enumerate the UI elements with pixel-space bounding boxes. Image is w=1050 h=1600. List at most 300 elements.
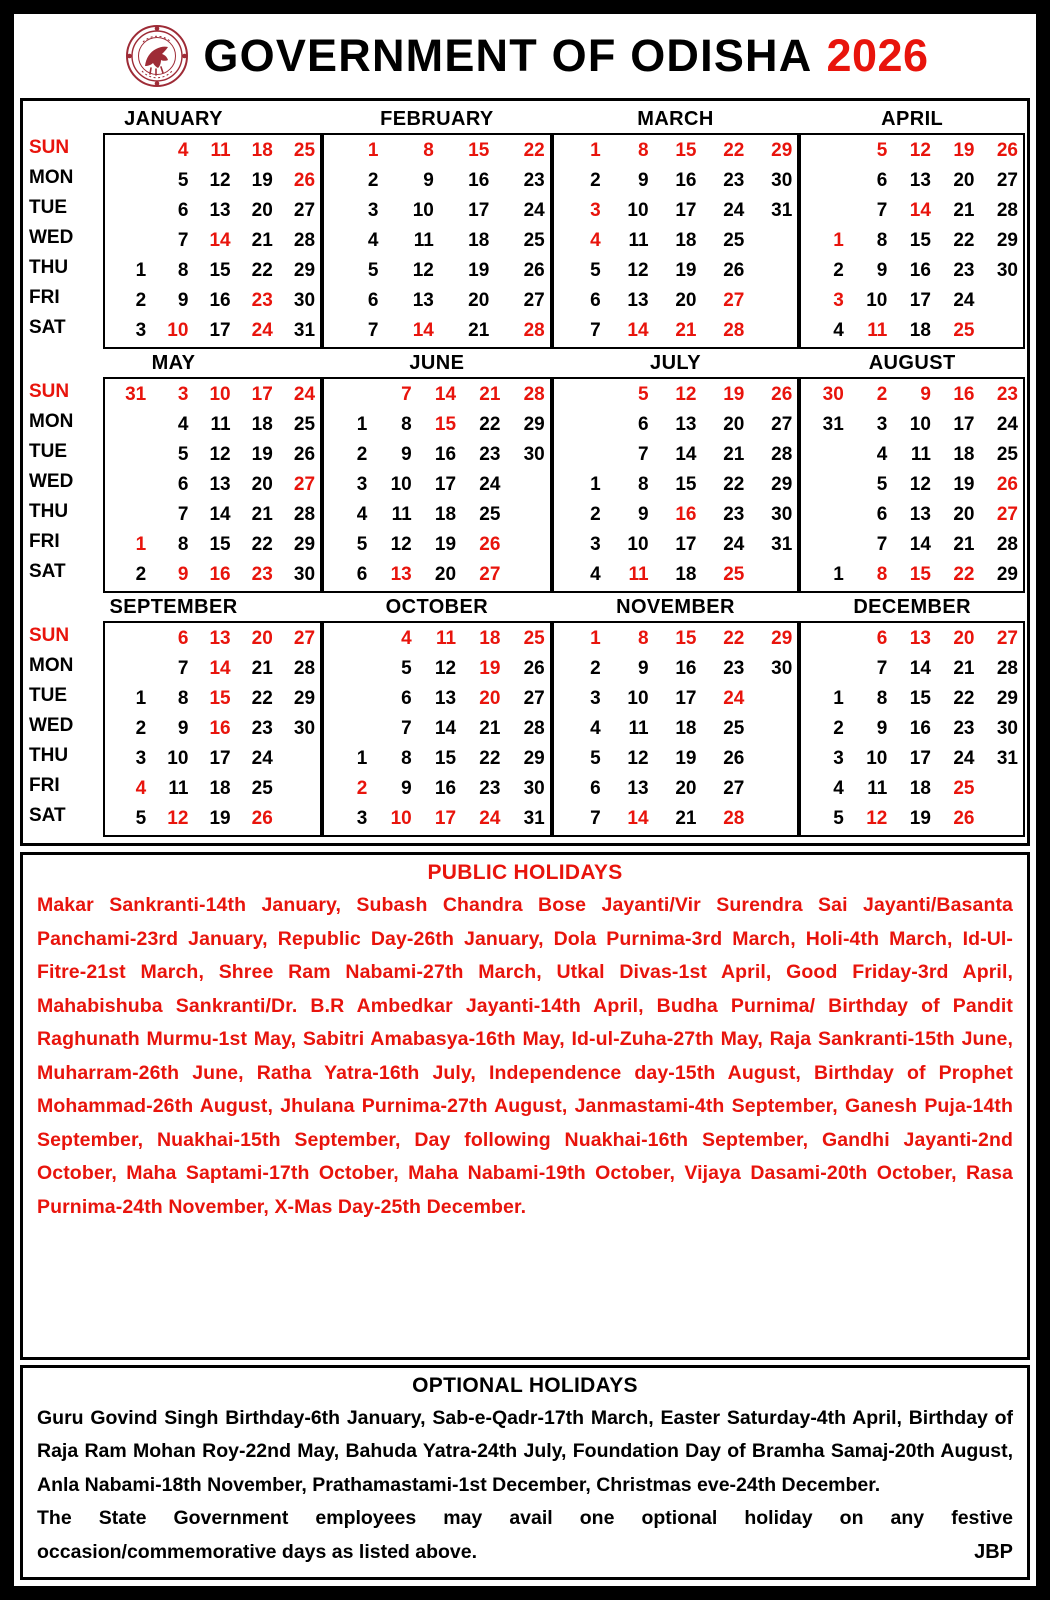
- day-cell[interactable]: 15: [675, 474, 697, 495]
- day-cell[interactable]: 7: [590, 320, 601, 341]
- day-cell[interactable]: 20: [723, 414, 745, 435]
- day-cell[interactable]: 12: [627, 748, 649, 769]
- day-cell[interactable]: 29: [771, 474, 793, 495]
- day-cell[interactable]: 22: [523, 140, 545, 161]
- day-cell[interactable]: 2: [833, 260, 844, 281]
- day-cell[interactable]: 3: [356, 474, 368, 495]
- day-cell[interactable]: 3: [833, 290, 844, 311]
- day-cell[interactable]: 2: [135, 564, 147, 585]
- day-cell[interactable]: 19: [953, 140, 975, 161]
- day-cell[interactable]: 11: [910, 444, 931, 465]
- day-cell[interactable]: 8: [637, 628, 649, 649]
- day-cell[interactable]: 6: [177, 474, 189, 495]
- day-cell[interactable]: 20: [479, 688, 501, 709]
- day-cell[interactable]: 9: [637, 504, 649, 525]
- day-cell[interactable]: 28: [523, 320, 545, 341]
- day-cell[interactable]: 9: [876, 260, 888, 281]
- day-cell[interactable]: 23: [723, 504, 745, 525]
- day-cell[interactable]: 16: [209, 564, 231, 585]
- day-cell[interactable]: 6: [177, 628, 189, 649]
- day-cell[interactable]: 16: [675, 504, 697, 525]
- day-cell[interactable]: 3: [367, 200, 379, 221]
- day-cell[interactable]: 26: [723, 260, 745, 281]
- day-cell[interactable]: 23: [953, 718, 975, 739]
- day-cell[interactable]: 13: [390, 564, 412, 585]
- day-cell[interactable]: 22: [723, 628, 745, 649]
- day-cell[interactable]: 24: [251, 748, 273, 769]
- day-cell[interactable]: 10: [167, 320, 189, 341]
- day-cell[interactable]: 28: [723, 808, 745, 829]
- day-cell[interactable]: 2: [590, 658, 601, 679]
- day-cell[interactable]: 28: [293, 230, 316, 251]
- day-cell[interactable]: 22: [251, 534, 273, 555]
- day-cell[interactable]: 27: [479, 564, 501, 585]
- day-cell[interactable]: 20: [675, 778, 697, 799]
- day-cell[interactable]: 11: [628, 230, 649, 251]
- day-cell[interactable]: 15: [675, 140, 697, 161]
- day-cell[interactable]: 14: [412, 320, 434, 341]
- day-cell[interactable]: 10: [866, 290, 888, 311]
- day-cell[interactable]: 2: [367, 170, 379, 191]
- day-cell[interactable]: 30: [523, 778, 545, 799]
- day-cell[interactable]: 23: [251, 290, 273, 311]
- day-cell[interactable]: 16: [953, 384, 975, 405]
- day-cell[interactable]: 12: [627, 260, 649, 281]
- day-cell[interactable]: 4: [177, 140, 189, 161]
- day-cell[interactable]: 6: [401, 688, 412, 709]
- day-cell[interactable]: 20: [953, 628, 975, 649]
- day-cell[interactable]: 28: [523, 384, 545, 405]
- day-cell[interactable]: 5: [876, 140, 888, 161]
- day-cell[interactable]: 13: [909, 170, 931, 191]
- day-cell[interactable]: 5: [367, 260, 379, 281]
- day-cell[interactable]: 9: [177, 718, 189, 739]
- day-cell[interactable]: 11: [391, 504, 412, 525]
- day-cell[interactable]: 6: [876, 170, 888, 191]
- day-cell[interactable]: 19: [434, 534, 457, 555]
- day-cell[interactable]: 12: [167, 808, 189, 829]
- day-cell[interactable]: 22: [953, 230, 975, 251]
- day-cell[interactable]: 28: [996, 200, 1018, 221]
- day-cell[interactable]: 26: [523, 260, 545, 281]
- day-cell[interactable]: 15: [434, 748, 457, 769]
- day-cell[interactable]: 23: [996, 384, 1018, 405]
- day-cell[interactable]: 10: [627, 200, 649, 221]
- day-cell[interactable]: 25: [523, 628, 545, 649]
- day-cell[interactable]: 19: [953, 474, 975, 495]
- day-cell[interactable]: 21: [675, 808, 697, 829]
- day-cell[interactable]: 17: [434, 808, 457, 829]
- day-cell[interactable]: 25: [953, 320, 975, 341]
- day-cell[interactable]: 28: [293, 658, 316, 679]
- day-cell[interactable]: 5: [356, 534, 368, 555]
- day-cell[interactable]: 14: [675, 444, 697, 465]
- day-cell[interactable]: 21: [479, 384, 501, 405]
- day-cell[interactable]: 26: [293, 444, 316, 465]
- day-cell[interactable]: 9: [423, 170, 434, 191]
- day-cell[interactable]: 20: [251, 200, 273, 221]
- day-cell[interactable]: 17: [434, 474, 457, 495]
- day-cell[interactable]: 1: [833, 230, 844, 251]
- day-cell[interactable]: 1: [590, 140, 601, 161]
- day-cell[interactable]: 9: [401, 444, 412, 465]
- day-cell[interactable]: 2: [590, 170, 601, 191]
- day-cell[interactable]: 1: [135, 534, 147, 555]
- day-cell[interactable]: 13: [627, 778, 649, 799]
- day-cell[interactable]: 2: [356, 444, 368, 465]
- day-cell[interactable]: 4: [401, 628, 412, 649]
- day-cell[interactable]: 22: [723, 474, 745, 495]
- day-cell[interactable]: 15: [909, 230, 931, 251]
- day-cell[interactable]: 10: [909, 414, 931, 435]
- day-cell[interactable]: 1: [590, 474, 601, 495]
- day-cell[interactable]: 1: [590, 628, 601, 649]
- day-cell[interactable]: 14: [909, 658, 931, 679]
- day-cell[interactable]: 16: [909, 260, 931, 281]
- day-cell[interactable]: 23: [953, 260, 975, 281]
- day-cell[interactable]: 9: [876, 718, 888, 739]
- day-cell[interactable]: 30: [771, 504, 793, 525]
- day-cell[interactable]: 18: [434, 504, 457, 525]
- day-cell[interactable]: 19: [251, 170, 273, 191]
- day-cell[interactable]: 27: [996, 628, 1018, 649]
- day-cell[interactable]: 5: [833, 808, 844, 829]
- day-cell[interactable]: 21: [953, 658, 975, 679]
- day-cell[interactable]: 1: [833, 688, 844, 709]
- day-cell[interactable]: 10: [390, 808, 412, 829]
- day-cell[interactable]: 25: [293, 414, 316, 435]
- day-cell[interactable]: 14: [627, 320, 649, 341]
- day-cell[interactable]: 14: [909, 534, 931, 555]
- day-cell[interactable]: 21: [953, 534, 975, 555]
- day-cell[interactable]: 29: [771, 140, 793, 161]
- day-cell[interactable]: 27: [996, 170, 1018, 191]
- day-cell[interactable]: 23: [251, 564, 273, 585]
- day-cell[interactable]: 3: [590, 200, 601, 221]
- day-cell[interactable]: 22: [479, 748, 501, 769]
- day-cell[interactable]: 4: [876, 444, 888, 465]
- day-cell[interactable]: 27: [293, 474, 316, 495]
- day-cell[interactable]: 11: [210, 140, 231, 161]
- day-cell[interactable]: 19: [468, 260, 490, 281]
- day-cell[interactable]: 13: [675, 414, 697, 435]
- day-cell[interactable]: 18: [209, 778, 231, 799]
- day-cell[interactable]: 6: [590, 778, 601, 799]
- day-cell[interactable]: 31: [771, 534, 793, 555]
- day-cell[interactable]: 10: [627, 534, 649, 555]
- day-cell[interactable]: 9: [401, 778, 412, 799]
- day-cell[interactable]: 21: [953, 200, 975, 221]
- day-cell[interactable]: 6: [876, 504, 888, 525]
- day-cell[interactable]: 9: [177, 290, 189, 311]
- day-cell[interactable]: 22: [479, 414, 501, 435]
- day-cell[interactable]: 3: [356, 808, 368, 829]
- day-cell[interactable]: 17: [953, 414, 975, 435]
- day-cell[interactable]: 29: [293, 534, 316, 555]
- day-cell[interactable]: 30: [293, 564, 316, 585]
- day-cell[interactable]: 5: [876, 474, 888, 495]
- day-cell[interactable]: 4: [356, 504, 368, 525]
- day-cell[interactable]: 18: [909, 778, 931, 799]
- day-cell[interactable]: 22: [953, 564, 975, 585]
- day-cell[interactable]: 19: [479, 658, 501, 679]
- day-cell[interactable]: 17: [468, 200, 490, 221]
- day-cell[interactable]: 7: [401, 718, 412, 739]
- day-cell[interactable]: 31: [293, 320, 316, 341]
- day-cell[interactable]: 4: [367, 230, 379, 251]
- day-cell[interactable]: 6: [637, 414, 649, 435]
- day-cell[interactable]: 7: [177, 230, 189, 251]
- day-cell[interactable]: 2: [590, 504, 601, 525]
- day-cell[interactable]: 24: [293, 384, 316, 405]
- day-cell[interactable]: 20: [468, 290, 490, 311]
- day-cell[interactable]: 12: [209, 444, 231, 465]
- day-cell[interactable]: 1: [356, 414, 368, 435]
- day-cell[interactable]: 3: [590, 534, 601, 555]
- day-cell[interactable]: 20: [251, 474, 273, 495]
- day-cell[interactable]: 31: [996, 748, 1018, 769]
- day-cell[interactable]: 1: [135, 688, 147, 709]
- day-cell[interactable]: 6: [367, 290, 379, 311]
- day-cell[interactable]: 12: [909, 140, 931, 161]
- day-cell[interactable]: 28: [996, 658, 1018, 679]
- day-cell[interactable]: 30: [822, 384, 844, 405]
- day-cell[interactable]: 15: [209, 260, 231, 281]
- day-cell[interactable]: 11: [867, 320, 888, 341]
- day-cell[interactable]: 31: [125, 384, 147, 405]
- day-cell[interactable]: 13: [627, 290, 649, 311]
- day-cell[interactable]: 9: [920, 384, 931, 405]
- day-cell[interactable]: 30: [771, 170, 793, 191]
- day-cell[interactable]: 24: [479, 808, 501, 829]
- day-cell[interactable]: 3: [135, 320, 147, 341]
- day-cell[interactable]: 29: [771, 628, 793, 649]
- day-cell[interactable]: 3: [833, 748, 844, 769]
- day-cell[interactable]: 26: [953, 808, 975, 829]
- day-cell[interactable]: 17: [209, 748, 231, 769]
- day-cell[interactable]: 25: [723, 230, 745, 251]
- day-cell[interactable]: 20: [953, 170, 975, 191]
- day-cell[interactable]: 14: [434, 384, 457, 405]
- day-cell[interactable]: 28: [996, 534, 1018, 555]
- day-cell[interactable]: 18: [468, 230, 490, 251]
- day-cell[interactable]: 22: [251, 688, 273, 709]
- day-cell[interactable]: 27: [293, 628, 316, 649]
- day-cell[interactable]: 12: [412, 260, 434, 281]
- day-cell[interactable]: 29: [523, 748, 545, 769]
- day-cell[interactable]: 8: [876, 230, 888, 251]
- day-cell[interactable]: 26: [723, 748, 745, 769]
- day-cell[interactable]: 26: [251, 808, 273, 829]
- day-cell[interactable]: 15: [909, 564, 931, 585]
- day-cell[interactable]: 4: [135, 778, 147, 799]
- day-cell[interactable]: 5: [637, 384, 649, 405]
- day-cell[interactable]: 14: [209, 658, 231, 679]
- day-cell[interactable]: 19: [251, 444, 273, 465]
- day-cell[interactable]: 21: [251, 504, 273, 525]
- day-cell[interactable]: 24: [953, 290, 975, 311]
- day-cell[interactable]: 13: [909, 628, 931, 649]
- day-cell[interactable]: 25: [953, 778, 975, 799]
- day-cell[interactable]: 7: [876, 534, 888, 555]
- day-cell[interactable]: 18: [479, 628, 501, 649]
- day-cell[interactable]: 16: [909, 718, 931, 739]
- day-cell[interactable]: 2: [356, 778, 368, 799]
- day-cell[interactable]: 12: [209, 170, 231, 191]
- day-cell[interactable]: 12: [675, 384, 697, 405]
- day-cell[interactable]: 21: [675, 320, 697, 341]
- day-cell[interactable]: 14: [627, 808, 649, 829]
- day-cell[interactable]: 8: [423, 140, 434, 161]
- day-cell[interactable]: 16: [468, 170, 490, 191]
- day-cell[interactable]: 21: [723, 444, 745, 465]
- day-cell[interactable]: 19: [675, 260, 697, 281]
- day-cell[interactable]: 30: [293, 290, 316, 311]
- day-cell[interactable]: 17: [675, 200, 697, 221]
- day-cell[interactable]: 29: [996, 688, 1018, 709]
- day-cell[interactable]: 1: [135, 260, 147, 281]
- day-cell[interactable]: 15: [909, 688, 931, 709]
- day-cell[interactable]: 13: [209, 474, 231, 495]
- day-cell[interactable]: 26: [523, 658, 545, 679]
- day-cell[interactable]: 29: [293, 260, 316, 281]
- day-cell[interactable]: 24: [523, 200, 545, 221]
- day-cell[interactable]: 11: [435, 628, 457, 649]
- day-cell[interactable]: 5: [135, 808, 147, 829]
- day-cell[interactable]: 3: [590, 688, 601, 709]
- day-cell[interactable]: 11: [628, 718, 649, 739]
- day-cell[interactable]: 6: [876, 628, 888, 649]
- day-cell[interactable]: 18: [953, 444, 975, 465]
- day-cell[interactable]: 27: [723, 290, 745, 311]
- day-cell[interactable]: 15: [209, 534, 231, 555]
- day-cell[interactable]: 30: [293, 718, 316, 739]
- day-cell[interactable]: 8: [401, 748, 412, 769]
- day-cell[interactable]: 1: [356, 748, 368, 769]
- day-cell[interactable]: 20: [953, 504, 975, 525]
- day-cell[interactable]: 16: [675, 658, 697, 679]
- day-cell[interactable]: 13: [209, 200, 231, 221]
- day-cell[interactable]: 11: [413, 230, 434, 251]
- day-cell[interactable]: 15: [468, 140, 490, 161]
- day-cell[interactable]: 16: [434, 778, 457, 799]
- day-cell[interactable]: 22: [723, 140, 745, 161]
- day-cell[interactable]: 17: [909, 748, 931, 769]
- day-cell[interactable]: 11: [168, 778, 189, 799]
- day-cell[interactable]: 16: [209, 718, 231, 739]
- day-cell[interactable]: 8: [637, 140, 649, 161]
- day-cell[interactable]: 28: [723, 320, 745, 341]
- day-cell[interactable]: 16: [209, 290, 231, 311]
- day-cell[interactable]: 27: [523, 290, 545, 311]
- day-cell[interactable]: 9: [637, 658, 649, 679]
- day-cell[interactable]: 5: [401, 658, 412, 679]
- day-cell[interactable]: 8: [177, 688, 189, 709]
- day-cell[interactable]: 18: [251, 140, 273, 161]
- day-cell[interactable]: 7: [177, 658, 189, 679]
- day-cell[interactable]: 27: [996, 504, 1018, 525]
- day-cell[interactable]: 8: [177, 534, 189, 555]
- day-cell[interactable]: 17: [675, 534, 697, 555]
- day-cell[interactable]: 13: [909, 504, 931, 525]
- day-cell[interactable]: 31: [771, 200, 793, 221]
- day-cell[interactable]: 20: [434, 564, 457, 585]
- day-cell[interactable]: 25: [723, 564, 745, 585]
- day-cell[interactable]: 30: [996, 718, 1018, 739]
- day-cell[interactable]: 12: [909, 474, 931, 495]
- day-cell[interactable]: 9: [177, 564, 189, 585]
- day-cell[interactable]: 2: [135, 718, 147, 739]
- day-cell[interactable]: 24: [723, 200, 745, 221]
- day-cell[interactable]: 14: [209, 504, 231, 525]
- day-cell[interactable]: 5: [177, 170, 189, 191]
- day-cell[interactable]: 15: [209, 688, 231, 709]
- day-cell[interactable]: 4: [177, 414, 189, 435]
- day-cell[interactable]: 4: [590, 718, 601, 739]
- day-cell[interactable]: 28: [293, 504, 316, 525]
- day-cell[interactable]: 17: [209, 320, 231, 341]
- day-cell[interactable]: 3: [177, 384, 189, 405]
- day-cell[interactable]: 12: [866, 808, 888, 829]
- day-cell[interactable]: 4: [590, 230, 601, 251]
- day-cell[interactable]: 13: [209, 628, 231, 649]
- day-cell[interactable]: 24: [251, 320, 273, 341]
- day-cell[interactable]: 14: [434, 718, 457, 739]
- day-cell[interactable]: 24: [953, 748, 975, 769]
- day-cell[interactable]: 20: [251, 628, 273, 649]
- day-cell[interactable]: 10: [627, 688, 649, 709]
- day-cell[interactable]: 14: [909, 200, 931, 221]
- day-cell[interactable]: 18: [675, 564, 697, 585]
- day-cell[interactable]: 23: [723, 170, 745, 191]
- day-cell[interactable]: 7: [401, 384, 412, 405]
- day-cell[interactable]: 22: [953, 688, 975, 709]
- day-cell[interactable]: 27: [523, 688, 545, 709]
- day-cell[interactable]: 6: [590, 290, 601, 311]
- day-cell[interactable]: 30: [523, 444, 545, 465]
- day-cell[interactable]: 18: [675, 718, 697, 739]
- day-cell[interactable]: 6: [177, 200, 189, 221]
- day-cell[interactable]: 27: [723, 778, 745, 799]
- day-cell[interactable]: 1: [833, 564, 844, 585]
- day-cell[interactable]: 5: [590, 748, 601, 769]
- day-cell[interactable]: 26: [996, 474, 1018, 495]
- day-cell[interactable]: 10: [412, 200, 434, 221]
- day-cell[interactable]: 10: [866, 748, 888, 769]
- day-cell[interactable]: 10: [390, 474, 412, 495]
- day-cell[interactable]: 31: [822, 414, 844, 435]
- day-cell[interactable]: 17: [909, 290, 931, 311]
- day-cell[interactable]: 8: [177, 260, 189, 281]
- day-cell[interactable]: 8: [876, 688, 888, 709]
- day-cell[interactable]: 28: [771, 444, 793, 465]
- day-cell[interactable]: 7: [590, 808, 601, 829]
- day-cell[interactable]: 8: [637, 474, 649, 495]
- day-cell[interactable]: 21: [251, 230, 273, 251]
- day-cell[interactable]: 3: [135, 748, 147, 769]
- day-cell[interactable]: 15: [434, 414, 457, 435]
- day-cell[interactable]: 5: [590, 260, 601, 281]
- day-cell[interactable]: 19: [909, 808, 931, 829]
- day-cell[interactable]: 18: [251, 414, 273, 435]
- day-cell[interactable]: 4: [833, 320, 844, 341]
- day-cell[interactable]: 19: [209, 808, 231, 829]
- day-cell[interactable]: 25: [523, 230, 545, 251]
- day-cell[interactable]: 18: [675, 230, 697, 251]
- day-cell[interactable]: 24: [996, 414, 1018, 435]
- day-cell[interactable]: 11: [628, 564, 649, 585]
- day-cell[interactable]: 7: [637, 444, 649, 465]
